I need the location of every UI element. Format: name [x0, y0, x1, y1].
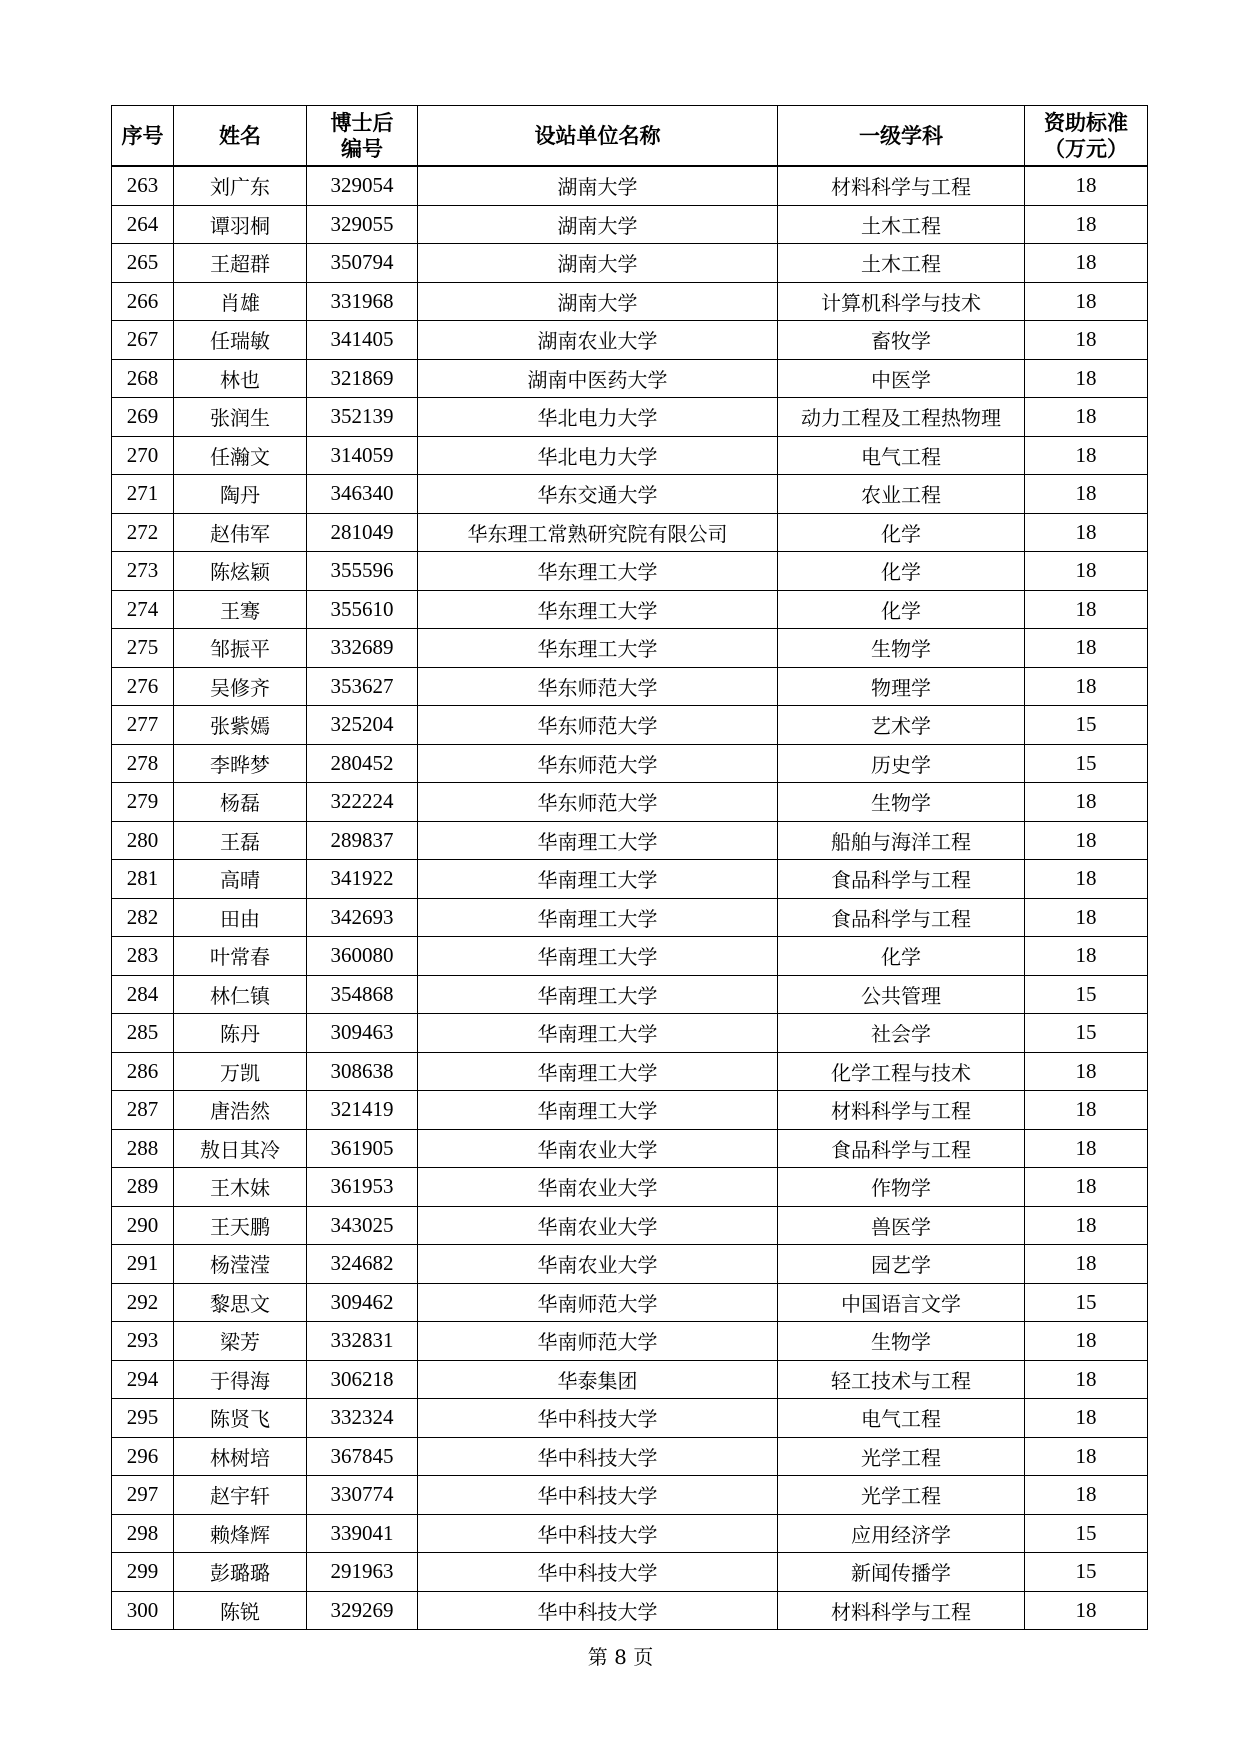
- cell-funding: 18: [1025, 436, 1148, 475]
- cell-discipline: 公共管理: [778, 975, 1025, 1014]
- header-postdoc-id-line2: 编号: [341, 136, 383, 161]
- cell-postdoc-id: 329055: [307, 205, 418, 244]
- cell-discipline: 食品科学与工程: [778, 1129, 1025, 1168]
- table-row: [112, 475, 1148, 514]
- cell-postdoc-id: 341405: [307, 321, 418, 360]
- cell-station: 华南师范大学: [418, 1283, 778, 1322]
- cell-name: 林树培: [174, 1437, 307, 1476]
- cell-index: 298: [112, 1514, 174, 1553]
- table-row: [112, 821, 1148, 860]
- table-row: [112, 1206, 1148, 1245]
- table-row: [112, 1399, 1148, 1438]
- cell-postdoc-id: 329054: [307, 166, 418, 205]
- cell-name: 张润生: [174, 398, 307, 437]
- table-row: [112, 783, 1148, 822]
- cell-postdoc-id: 322224: [307, 783, 418, 822]
- cell-discipline: 计算机科学与技术: [778, 282, 1025, 321]
- cell-station: 华中科技大学: [418, 1591, 778, 1630]
- cell-postdoc-id: 355610: [307, 590, 418, 629]
- cell-station: 湖南大学: [418, 166, 778, 205]
- cell-postdoc-id: 361905: [307, 1129, 418, 1168]
- cell-index: 281: [112, 860, 174, 899]
- cell-name: 赵伟军: [174, 513, 307, 552]
- cell-index: 294: [112, 1360, 174, 1399]
- cell-index: 268: [112, 359, 174, 398]
- header-funding-line1: 资助标准: [1044, 110, 1128, 135]
- cell-funding: 18: [1025, 937, 1148, 976]
- cell-index: 278: [112, 744, 174, 783]
- cell-funding: 18: [1025, 1322, 1148, 1361]
- cell-postdoc-id: 281049: [307, 513, 418, 552]
- cell-funding: 15: [1025, 706, 1148, 745]
- cell-index: 280: [112, 821, 174, 860]
- cell-postdoc-id: 321869: [307, 359, 418, 398]
- cell-discipline: 食品科学与工程: [778, 898, 1025, 937]
- cell-postdoc-id: 342693: [307, 898, 418, 937]
- cell-discipline: 兽医学: [778, 1206, 1025, 1245]
- cell-postdoc-id: 353627: [307, 667, 418, 706]
- table-row: [112, 244, 1148, 283]
- table-row: [112, 1360, 1148, 1399]
- table-row: [112, 513, 1148, 552]
- cell-name: 赵宇轩: [174, 1476, 307, 1515]
- cell-index: 293: [112, 1322, 174, 1361]
- cell-station: 华北电力大学: [418, 436, 778, 475]
- cell-postdoc-id: 291963: [307, 1553, 418, 1592]
- cell-index: 274: [112, 590, 174, 629]
- cell-name: 王磊: [174, 821, 307, 860]
- cell-station: 华东师范大学: [418, 783, 778, 822]
- cell-funding: 18: [1025, 1476, 1148, 1515]
- cell-discipline: 农业工程: [778, 475, 1025, 514]
- cell-postdoc-id: 354868: [307, 975, 418, 1014]
- cell-funding: 15: [1025, 1014, 1148, 1053]
- cell-station: 湖南中医药大学: [418, 359, 778, 398]
- cell-index: 271: [112, 475, 174, 514]
- cell-station: 华南理工大学: [418, 1091, 778, 1130]
- cell-discipline: 材料科学与工程: [778, 1091, 1025, 1130]
- cell-funding: 18: [1025, 1399, 1148, 1438]
- cell-name: 叶常春: [174, 937, 307, 976]
- cell-postdoc-id: 346340: [307, 475, 418, 514]
- cell-station: 华南农业大学: [418, 1245, 778, 1284]
- table-row: [112, 975, 1148, 1014]
- table-row: [112, 205, 1148, 244]
- cell-discipline: 轻工技术与工程: [778, 1360, 1025, 1399]
- cell-postdoc-id: 309463: [307, 1014, 418, 1053]
- cell-station: 华南理工大学: [418, 821, 778, 860]
- table-row: [112, 1437, 1148, 1476]
- header-postdoc-id: [307, 106, 418, 167]
- cell-postdoc-id: 367845: [307, 1437, 418, 1476]
- table-row: [112, 1129, 1148, 1168]
- cell-station: 华南农业大学: [418, 1129, 778, 1168]
- cell-discipline: 艺术学: [778, 706, 1025, 745]
- table-row: [112, 1476, 1148, 1515]
- cell-name: 彭璐璐: [174, 1553, 307, 1592]
- table-row: [112, 937, 1148, 976]
- cell-name: 杨滢滢: [174, 1245, 307, 1284]
- cell-station: 华南农业大学: [418, 1206, 778, 1245]
- cell-index: 270: [112, 436, 174, 475]
- cell-postdoc-id: 360080: [307, 937, 418, 976]
- cell-funding: 18: [1025, 1129, 1148, 1168]
- table-row: [112, 436, 1148, 475]
- table-row: [112, 321, 1148, 360]
- cell-funding: 18: [1025, 1360, 1148, 1399]
- table-row: [112, 590, 1148, 629]
- table-header-row: [112, 106, 1148, 167]
- cell-station: 华东理工大学: [418, 552, 778, 591]
- cell-station: 华中科技大学: [418, 1476, 778, 1515]
- cell-postdoc-id: 332831: [307, 1322, 418, 1361]
- cell-funding: 15: [1025, 1283, 1148, 1322]
- table-row: [112, 1514, 1148, 1553]
- cell-index: 292: [112, 1283, 174, 1322]
- cell-postdoc-id: 332324: [307, 1399, 418, 1438]
- header-discipline: 一级学科: [778, 106, 1025, 167]
- cell-index: 286: [112, 1052, 174, 1091]
- cell-index: 300: [112, 1591, 174, 1630]
- cell-funding: 18: [1025, 1245, 1148, 1284]
- cell-discipline: 园艺学: [778, 1245, 1025, 1284]
- cell-station: 华东师范大学: [418, 744, 778, 783]
- cell-index: 265: [112, 244, 174, 283]
- cell-funding: 18: [1025, 821, 1148, 860]
- cell-funding: 18: [1025, 513, 1148, 552]
- cell-postdoc-id: 355596: [307, 552, 418, 591]
- cell-index: 287: [112, 1091, 174, 1130]
- table-row: [112, 359, 1148, 398]
- cell-station: 华东理工常熟研究院有限公司: [418, 513, 778, 552]
- cell-postdoc-id: 280452: [307, 744, 418, 783]
- header-name: 姓名: [174, 106, 307, 167]
- cell-index: 264: [112, 205, 174, 244]
- cell-discipline: 应用经济学: [778, 1514, 1025, 1553]
- cell-discipline: 光学工程: [778, 1476, 1025, 1515]
- cell-discipline: 电气工程: [778, 1399, 1025, 1438]
- cell-index: 289: [112, 1168, 174, 1207]
- cell-name: 肖雄: [174, 282, 307, 321]
- cell-postdoc-id: 352139: [307, 398, 418, 437]
- cell-name: 林仁镇: [174, 975, 307, 1014]
- cell-station: 湖南大学: [418, 205, 778, 244]
- cell-discipline: 化学工程与技术: [778, 1052, 1025, 1091]
- cell-index: 277: [112, 706, 174, 745]
- cell-postdoc-id: 314059: [307, 436, 418, 475]
- cell-funding: 18: [1025, 1168, 1148, 1207]
- table-row: [112, 1014, 1148, 1053]
- table-row: [112, 706, 1148, 745]
- cell-funding: 18: [1025, 1206, 1148, 1245]
- cell-name: 敖日其冷: [174, 1129, 307, 1168]
- cell-discipline: 物理学: [778, 667, 1025, 706]
- cell-name: 陈贤飞: [174, 1399, 307, 1438]
- cell-name: 赖烽辉: [174, 1514, 307, 1553]
- cell-station: 华东师范大学: [418, 667, 778, 706]
- cell-discipline: 化学: [778, 590, 1025, 629]
- cell-discipline: 作物学: [778, 1168, 1025, 1207]
- cell-station: 湖南农业大学: [418, 321, 778, 360]
- cell-station: 华中科技大学: [418, 1399, 778, 1438]
- table-body: [112, 166, 1148, 1630]
- cell-index: 295: [112, 1399, 174, 1438]
- cell-index: 285: [112, 1014, 174, 1053]
- cell-name: 陶丹: [174, 475, 307, 514]
- cell-funding: 18: [1025, 321, 1148, 360]
- cell-postdoc-id: 329269: [307, 1591, 418, 1630]
- table-row: [112, 1283, 1148, 1322]
- table-row: [112, 166, 1148, 205]
- cell-index: 288: [112, 1129, 174, 1168]
- cell-name: 刘广东: [174, 166, 307, 205]
- cell-station: 华泰集团: [418, 1360, 778, 1399]
- cell-funding: 15: [1025, 1553, 1148, 1592]
- cell-postdoc-id: 332689: [307, 629, 418, 668]
- cell-postdoc-id: 343025: [307, 1206, 418, 1245]
- table-row: [112, 282, 1148, 321]
- cell-station: 华南理工大学: [418, 860, 778, 899]
- cell-funding: 15: [1025, 744, 1148, 783]
- cell-funding: 18: [1025, 1591, 1148, 1630]
- cell-name: 王天鹏: [174, 1206, 307, 1245]
- cell-discipline: 材料科学与工程: [778, 166, 1025, 205]
- table-row: [112, 1245, 1148, 1284]
- cell-discipline: 土木工程: [778, 205, 1025, 244]
- cell-station: 湖南大学: [418, 244, 778, 283]
- cell-station: 华东师范大学: [418, 706, 778, 745]
- page-number: 第 8 页: [587, 1645, 654, 1669]
- cell-station: 华南农业大学: [418, 1168, 778, 1207]
- cell-index: 266: [112, 282, 174, 321]
- cell-discipline: 电气工程: [778, 436, 1025, 475]
- cell-funding: 15: [1025, 1514, 1148, 1553]
- cell-index: 273: [112, 552, 174, 591]
- cell-station: 华东交通大学: [418, 475, 778, 514]
- cell-index: 267: [112, 321, 174, 360]
- cell-name: 王木妹: [174, 1168, 307, 1207]
- cell-funding: 18: [1025, 359, 1148, 398]
- table-row: [112, 1322, 1148, 1361]
- cell-name: 任瀚文: [174, 436, 307, 475]
- cell-discipline: 动力工程及工程热物理: [778, 398, 1025, 437]
- cell-station: 华北电力大学: [418, 398, 778, 437]
- table-row: [112, 744, 1148, 783]
- header-index: 序号: [112, 106, 174, 167]
- cell-name: 邹振平: [174, 629, 307, 668]
- cell-station: 华中科技大学: [418, 1553, 778, 1592]
- cell-index: 291: [112, 1245, 174, 1284]
- funding-list-table: [111, 105, 1148, 1630]
- cell-funding: 18: [1025, 475, 1148, 514]
- table-row: [112, 1591, 1148, 1630]
- cell-name: 梁芳: [174, 1322, 307, 1361]
- cell-index: 283: [112, 937, 174, 976]
- cell-postdoc-id: 306218: [307, 1360, 418, 1399]
- cell-index: 269: [112, 398, 174, 437]
- cell-name: 张紫嫣: [174, 706, 307, 745]
- cell-postdoc-id: 341922: [307, 860, 418, 899]
- table-row: [112, 1168, 1148, 1207]
- cell-station: 华南理工大学: [418, 1052, 778, 1091]
- cell-name: 高晴: [174, 860, 307, 899]
- header-funding-line2: （万元）: [1044, 136, 1128, 161]
- cell-discipline: 化学: [778, 513, 1025, 552]
- cell-postdoc-id: 308638: [307, 1052, 418, 1091]
- cell-station: 华南理工大学: [418, 898, 778, 937]
- cell-funding: 18: [1025, 898, 1148, 937]
- cell-postdoc-id: 309462: [307, 1283, 418, 1322]
- cell-discipline: 生物学: [778, 783, 1025, 822]
- cell-discipline: 光学工程: [778, 1437, 1025, 1476]
- cell-index: 263: [112, 166, 174, 205]
- cell-station: 华东理工大学: [418, 590, 778, 629]
- header-postdoc-id-line1: 博士后: [330, 110, 394, 135]
- cell-funding: 15: [1025, 975, 1148, 1014]
- cell-name: 陈丹: [174, 1014, 307, 1053]
- table-row: [112, 1052, 1148, 1091]
- cell-name: 李晔梦: [174, 744, 307, 783]
- cell-name: 王超群: [174, 244, 307, 283]
- cell-index: 299: [112, 1553, 174, 1592]
- table-row: [112, 1091, 1148, 1130]
- cell-funding: 18: [1025, 205, 1148, 244]
- cell-name: 唐浩然: [174, 1091, 307, 1130]
- cell-name: 陈炫颖: [174, 552, 307, 591]
- cell-station: 华南理工大学: [418, 975, 778, 1014]
- cell-index: 279: [112, 783, 174, 822]
- cell-postdoc-id: 324682: [307, 1245, 418, 1284]
- cell-funding: 18: [1025, 1437, 1148, 1476]
- cell-station: 华南理工大学: [418, 1014, 778, 1053]
- cell-funding: 18: [1025, 166, 1148, 205]
- cell-name: 黎思文: [174, 1283, 307, 1322]
- cell-discipline: 社会学: [778, 1014, 1025, 1053]
- cell-postdoc-id: 339041: [307, 1514, 418, 1553]
- cell-discipline: 土木工程: [778, 244, 1025, 283]
- cell-index: 272: [112, 513, 174, 552]
- cell-name: 林也: [174, 359, 307, 398]
- cell-funding: 18: [1025, 1052, 1148, 1091]
- cell-station: 华中科技大学: [418, 1514, 778, 1553]
- cell-name: 万凯: [174, 1052, 307, 1091]
- cell-name: 王骞: [174, 590, 307, 629]
- table-row: [112, 552, 1148, 591]
- cell-funding: 18: [1025, 590, 1148, 629]
- cell-postdoc-id: 361953: [307, 1168, 418, 1207]
- cell-name: 陈锐: [174, 1591, 307, 1630]
- table-row: [112, 629, 1148, 668]
- cell-funding: 18: [1025, 783, 1148, 822]
- cell-postdoc-id: 330774: [307, 1476, 418, 1515]
- cell-funding: 18: [1025, 244, 1148, 283]
- cell-station: 湖南大学: [418, 282, 778, 321]
- cell-postdoc-id: 289837: [307, 821, 418, 860]
- table-row: [112, 667, 1148, 706]
- cell-funding: 18: [1025, 860, 1148, 899]
- cell-index: 297: [112, 1476, 174, 1515]
- cell-discipline: 中医学: [778, 359, 1025, 398]
- cell-discipline: 船舶与海洋工程: [778, 821, 1025, 860]
- cell-station: 华东理工大学: [418, 629, 778, 668]
- table-row: [112, 398, 1148, 437]
- cell-funding: 18: [1025, 398, 1148, 437]
- cell-index: 290: [112, 1206, 174, 1245]
- cell-funding: 18: [1025, 552, 1148, 591]
- cell-discipline: 材料科学与工程: [778, 1591, 1025, 1630]
- cell-discipline: 中国语言文学: [778, 1283, 1025, 1322]
- cell-index: 275: [112, 629, 174, 668]
- cell-discipline: 新闻传播学: [778, 1553, 1025, 1592]
- cell-funding: 18: [1025, 1091, 1148, 1130]
- cell-discipline: 历史学: [778, 744, 1025, 783]
- cell-discipline: 生物学: [778, 1322, 1025, 1361]
- cell-station: 华中科技大学: [418, 1437, 778, 1476]
- cell-discipline: 畜牧学: [778, 321, 1025, 360]
- header-funding: [1025, 106, 1148, 167]
- cell-postdoc-id: 350794: [307, 244, 418, 283]
- table-row: [112, 860, 1148, 899]
- cell-postdoc-id: 331968: [307, 282, 418, 321]
- cell-index: 276: [112, 667, 174, 706]
- table-row: [112, 898, 1148, 937]
- table-row: [112, 1553, 1148, 1592]
- cell-index: 296: [112, 1437, 174, 1476]
- cell-discipline: 化学: [778, 552, 1025, 591]
- cell-funding: 18: [1025, 282, 1148, 321]
- cell-funding: 18: [1025, 629, 1148, 668]
- cell-name: 谭羽桐: [174, 205, 307, 244]
- cell-station: 华南理工大学: [418, 937, 778, 976]
- cell-discipline: 食品科学与工程: [778, 860, 1025, 899]
- cell-name: 任瑞敏: [174, 321, 307, 360]
- cell-funding: 18: [1025, 667, 1148, 706]
- cell-index: 284: [112, 975, 174, 1014]
- cell-name: 杨磊: [174, 783, 307, 822]
- cell-station: 华南师范大学: [418, 1322, 778, 1361]
- cell-index: 282: [112, 898, 174, 937]
- cell-name: 于得海: [174, 1360, 307, 1399]
- cell-discipline: 生物学: [778, 629, 1025, 668]
- cell-discipline: 化学: [778, 937, 1025, 976]
- cell-name: 田由: [174, 898, 307, 937]
- cell-postdoc-id: 325204: [307, 706, 418, 745]
- cell-name: 吴修齐: [174, 667, 307, 706]
- cell-postdoc-id: 321419: [307, 1091, 418, 1130]
- header-station: 设站单位名称: [418, 106, 778, 167]
